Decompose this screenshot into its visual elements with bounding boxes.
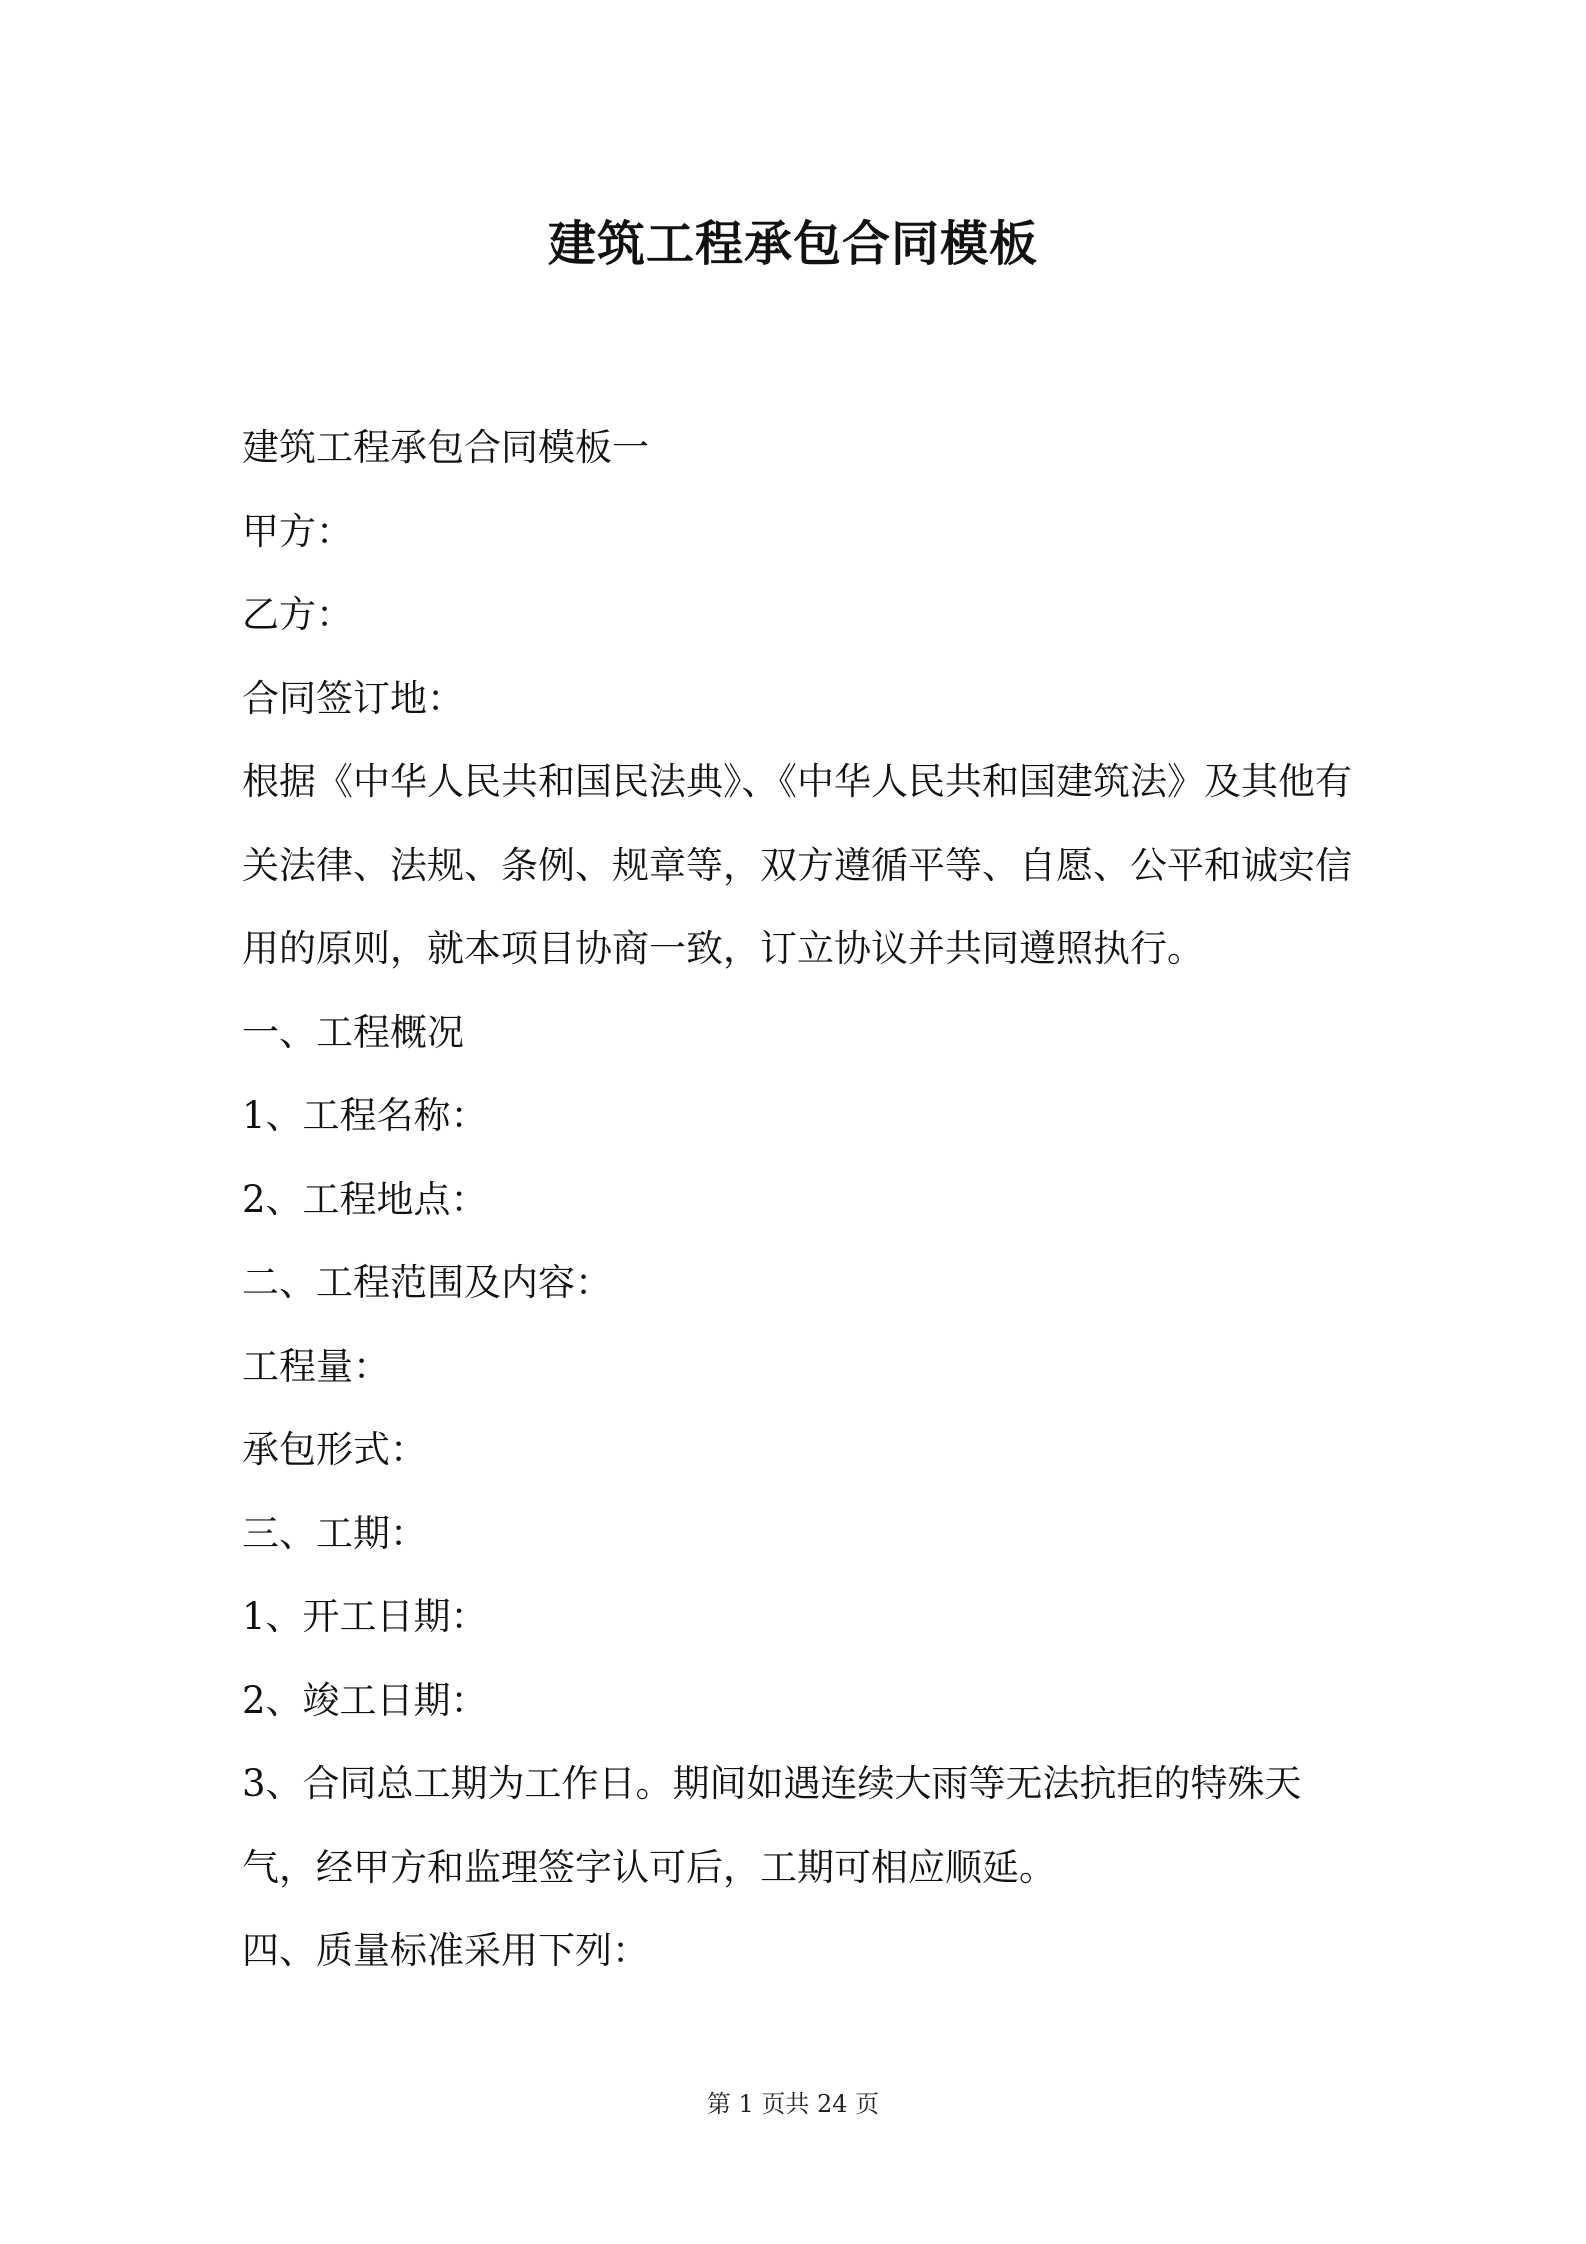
clause-line: 2、工程地点： [242, 1177, 488, 1221]
document-title: 建筑工程承包合同模板 [547, 216, 1038, 272]
clause-line: 1、开工日期： [242, 1595, 488, 1638]
section-heading: 三、工期： [242, 1511, 427, 1555]
document-body [242, 406, 1352, 1993]
section-heading: 四、质量标准采用下列： [242, 1929, 649, 1972]
page-number-footer: 第 1 页共 24 页 [706, 2090, 880, 2118]
section-heading: 一、工程概况 [242, 1010, 464, 1054]
party-a-line: 甲方： [242, 509, 353, 553]
signing-place-line: 合同签订地： [242, 676, 464, 720]
clause-paragraph: 3、合同总工期为工作日。期间如遇连续大雨等无法抗拒的特殊天气，经甲方和监理签字认可后，工期可相应顺延。 [242, 1762, 1302, 1889]
clause-line: 承包形式： [242, 1428, 427, 1471]
section-heading: 二、工程范围及内容： [242, 1261, 612, 1304]
clause-line: 2、竣工日期： [242, 1678, 488, 1722]
section-heading: 建筑工程承包合同模板一 [242, 426, 649, 469]
preamble-paragraph: 根据《中华人民共和国民法典》、《中华人民共和国建筑法》及其他有关法律、法规、条例、规章等，双方遵循平等、自愿、公平和诚实信用的原则，就本项目协商一致，订立协议并共同遵照执行。 [242, 760, 1352, 970]
clause-line: 1、工程名称： [242, 1094, 488, 1137]
clause-line: 工程量： [242, 1344, 390, 1388]
party-b-line: 乙方： [242, 593, 353, 636]
